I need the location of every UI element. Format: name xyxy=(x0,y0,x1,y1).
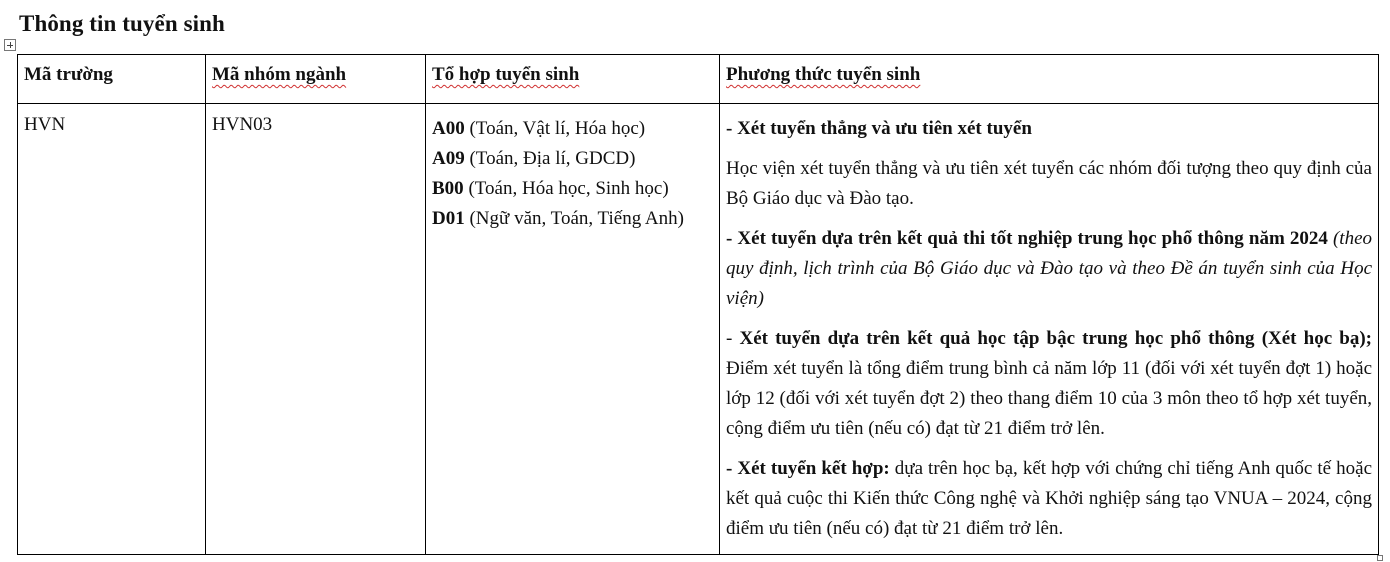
combo-item: B00 (Toán, Hóa học, Sinh học) xyxy=(432,178,669,199)
cell-school-code: HVN xyxy=(18,104,206,555)
method-3: - Xét tuyển dựa trên kết quả học tập bậc trung học phổ thông (Xét học bạ); Điểm xét tuyển là tổng điểm trung bình cả năm lớp 11 (đối với xét tuyển đợt 1) hoặc lớp 12 (đối với xét tuyển đợt 2) theo thang điểm 10 của 3 môn theo tổ hợp xét tuyển, cộng điểm ưu tiên (nếu có) đạt từ 21 điểm trở lên. xyxy=(726,328,1372,439)
table-resize-handle-icon[interactable] xyxy=(1377,555,1383,561)
table-header-row xyxy=(18,55,1379,104)
method-1-text: Học viện xét tuyển thẳng và ưu tiên xét tuyển các nhóm đối tượng theo quy định của Bộ Giáo dục và Đào tạo. xyxy=(726,158,1372,209)
admission-info-table xyxy=(17,54,1379,555)
cell-subject-combos xyxy=(426,104,720,555)
cell-admission-methods xyxy=(720,104,1379,555)
header-subject-combo: Tổ hợp tuyển sinh xyxy=(426,55,720,104)
method-1-title: - Xét tuyển thẳng và ưu tiên xét tuyển xyxy=(726,118,1032,139)
method-2: - Xét tuyển dựa trên kết quả thi tốt nghiệp trung học phổ thông năm 2024 (theo quy định, lịch trình của Bộ Giáo dục và Đào tạo và theo Đề án tuyển sinh của Học viện) xyxy=(726,228,1373,309)
table-move-handle-icon[interactable] xyxy=(4,39,16,51)
combo-item: A09 (Toán, Địa lí, GDCD) xyxy=(432,148,636,169)
combo-item: D01 (Ngữ văn, Toán, Tiếng Anh) xyxy=(432,208,684,229)
header-admission-method: Phương thức tuyển sinh xyxy=(720,55,1379,104)
table-row xyxy=(18,104,1379,555)
method-4: - Xét tuyển kết hợp: dựa trên học bạ, kết hợp với chứng chỉ tiếng Anh quốc tế hoặc kết quả cuộc thi Kiến thức Công nghệ và Khởi nghiệp sáng tạo VNUA – 2024, cộng điểm ưu tiên (nếu có) đạt từ 21 điểm trở lên. xyxy=(726,458,1373,539)
header-major-group-code: Mã nhóm ngành xyxy=(206,55,426,104)
cell-major-group-code: HVN03 xyxy=(206,104,426,555)
header-school-code: Mã trường xyxy=(18,55,206,104)
section-title: Thông tin tuyển sinh xyxy=(19,11,225,36)
combo-item: A00 (Toán, Vật lí, Hóa học) xyxy=(432,118,646,139)
